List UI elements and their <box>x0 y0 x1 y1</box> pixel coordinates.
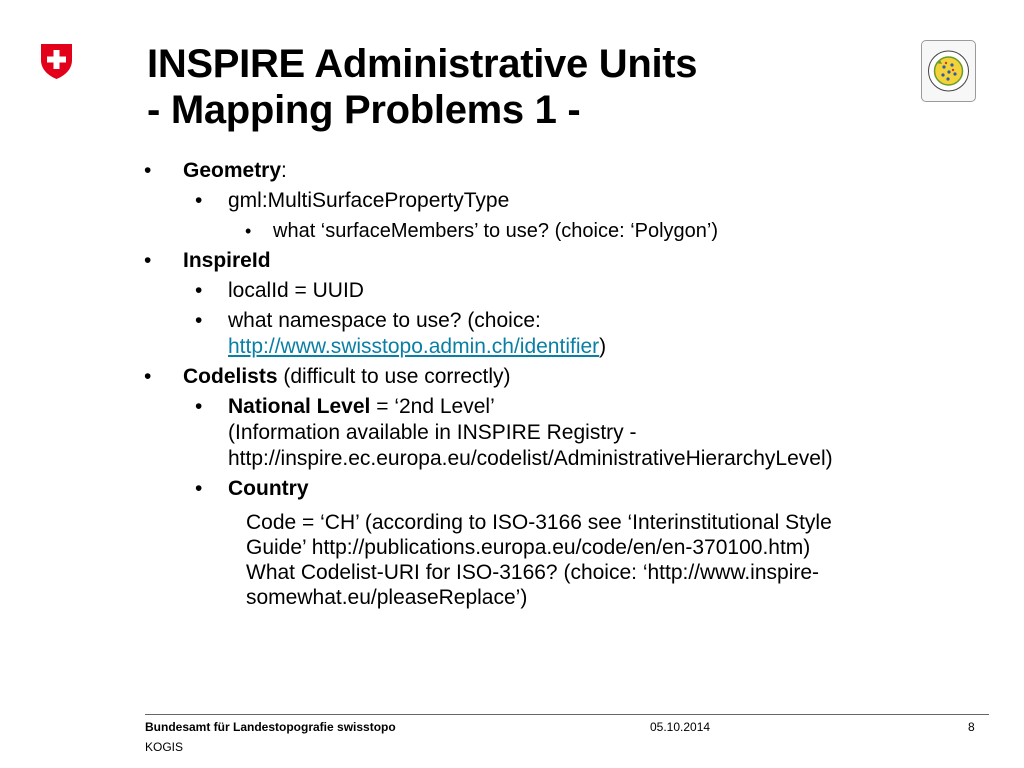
codelists-note: (difficult to use correctly) <box>277 365 511 388</box>
bullet-inspireid <box>144 248 987 274</box>
gml-type-text: gml:MultiSurfacePropertyType <box>228 189 510 212</box>
bullet-marker: • <box>144 159 152 182</box>
national-level-value: = ‘2nd Level’ <box>370 395 495 418</box>
bullet-codelists <box>144 364 987 390</box>
bullet-namespace <box>147 308 987 360</box>
footer-organization: Bundesamt für Landestopografie swisstopo <box>145 720 396 734</box>
bullet-marker: • <box>195 477 203 500</box>
bullet-gml-type <box>147 188 987 214</box>
bullet-national-level <box>147 394 987 472</box>
bullet-local-id <box>147 278 987 304</box>
country-label: Country <box>228 477 309 500</box>
title-line-1: INSPIRE Administrative Units <box>147 42 698 86</box>
slide-body <box>144 158 987 610</box>
codelists-label: Codelists <box>183 365 278 388</box>
national-level-label: National Level <box>228 395 371 418</box>
geometry-label: Geometry <box>183 159 282 182</box>
bullet-geometry <box>144 158 987 184</box>
inspire-logo-icon <box>921 40 976 102</box>
bullet-marker: • <box>245 221 252 241</box>
geometry-colon: : <box>281 159 287 182</box>
bullet-marker: • <box>195 395 203 418</box>
footer-divider <box>145 714 989 715</box>
country-line-3: What Codelist-URI for ISO-3166? (choice: ‘http://www.inspire- <box>246 561 820 584</box>
national-level-info-1: (Information available in INSPIRE Registry - <box>228 421 637 444</box>
bullet-marker: • <box>144 249 152 272</box>
country-line-4: somewhat.eu/pleaseReplace’) <box>246 586 528 609</box>
country-line-1: Code = ‘CH’ (according to ISO-3166 see ‘Interinstitutional Style <box>246 511 832 534</box>
bullet-marker: • <box>195 279 203 302</box>
country-details <box>147 510 987 610</box>
namespace-link[interactable]: http://www.swisstopo.admin.ch/identifier <box>228 335 600 358</box>
bullet-country <box>147 476 987 502</box>
namespace-text: what namespace to use? (choice: <box>228 309 541 332</box>
local-id-text: localId = UUID <box>228 279 364 302</box>
swiss-coat-of-arms-icon <box>40 43 73 80</box>
title-line-2: - Mapping Problems 1 - <box>147 88 581 132</box>
surface-members-text: what ‘surfaceMembers’ to use? (choice: ‘Polygon’) <box>273 220 719 242</box>
country-line-2: Guide’ http://publications.europa.eu/code/en/en-370100.htm) <box>246 536 811 559</box>
footer-date: 05.10.2014 <box>650 720 711 734</box>
national-level-info-2: http://inspire.ec.europa.eu/codelist/AdministrativeHierarchyLevel) <box>228 447 833 470</box>
footer-page-number: 8 <box>968 720 975 734</box>
bullet-surface-members <box>147 218 987 244</box>
inspireid-label: InspireId <box>183 249 271 272</box>
namespace-suffix: ) <box>599 335 607 358</box>
bullet-marker: • <box>144 365 152 388</box>
footer-unit: KOGIS <box>145 740 184 754</box>
bullet-marker: • <box>195 189 203 212</box>
slide-title <box>147 41 697 133</box>
bullet-marker: • <box>195 309 203 332</box>
